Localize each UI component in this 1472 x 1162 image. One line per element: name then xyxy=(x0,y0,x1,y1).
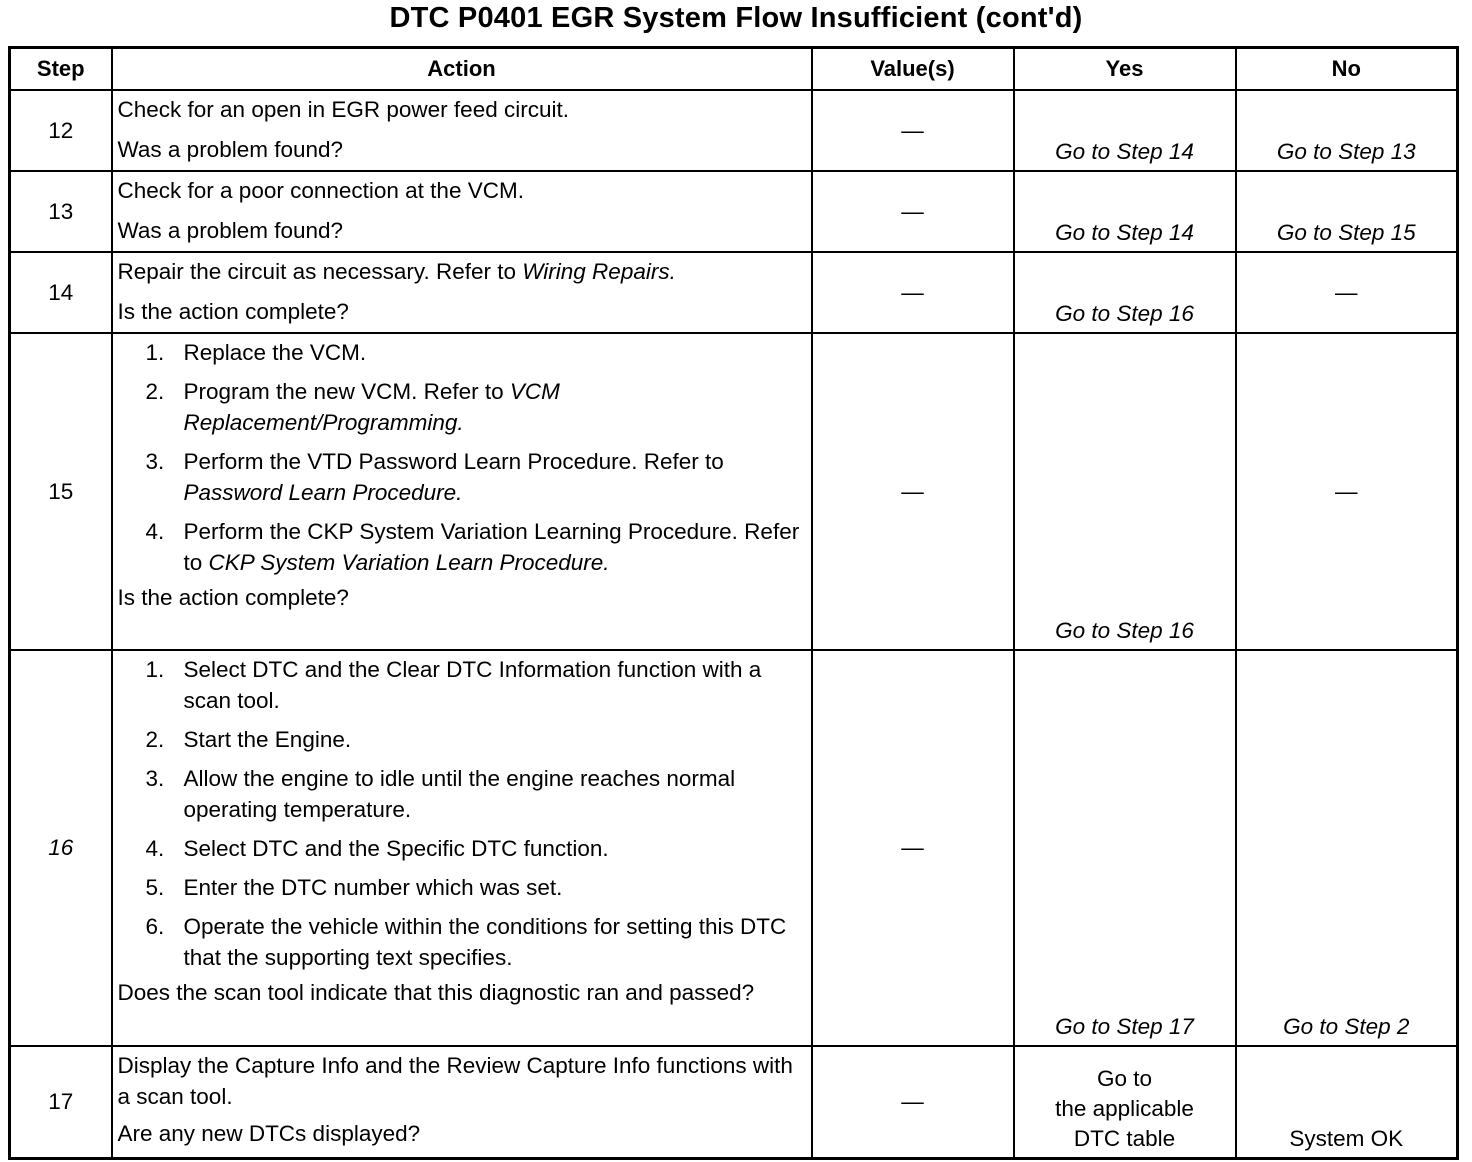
step-number: 16 xyxy=(10,650,112,1046)
action-question: Does the scan tool indicate that this diagnostic ran and passed? xyxy=(117,980,755,1005)
no-cell: — xyxy=(1236,252,1458,333)
step-number: 13 xyxy=(10,171,112,252)
value-cell: — xyxy=(812,333,1014,650)
action-text: Check for a poor connection at the VCM. xyxy=(117,178,524,203)
no-cell: Go to Step 2 xyxy=(1236,650,1458,1046)
header-step: Step xyxy=(10,48,112,91)
list-item: 1. Replace the VCM. xyxy=(145,340,367,365)
list-item: 4. Select DTC and the Specific DTC function. xyxy=(145,836,609,861)
action-cell xyxy=(112,650,812,1046)
value-cell: — xyxy=(812,1046,1014,1158)
table-row-step-13 xyxy=(10,171,1458,252)
header-yes: Yes xyxy=(1014,48,1236,91)
table-row-step-14 xyxy=(10,252,1458,333)
list-item: 6. Operate the vehicle within the conditions for setting this DTC that the supporting text specifies. xyxy=(145,914,787,970)
yes-cell: Go to the applicable DTC table xyxy=(1014,1046,1236,1158)
action-text: Display the Capture Info and the Review Capture Info functions with a scan tool. xyxy=(117,1053,793,1109)
action-cell xyxy=(112,90,812,171)
action-text: Check for an open in EGR power feed circuit. xyxy=(117,97,569,122)
page-title: DTC P0401 EGR System Flow Insufficient (cont'd) xyxy=(389,2,1083,34)
table-row-step-17 xyxy=(10,1046,1458,1158)
yes-cell: Go to Step 16 xyxy=(1014,252,1236,333)
list-item: 4. Perform the CKP System Variation Learning Procedure. Refer to CKP System Variation Learn Procedure. xyxy=(145,519,800,575)
header-row xyxy=(10,48,1458,91)
header-action: Action xyxy=(112,48,812,91)
value-cell: — xyxy=(812,90,1014,171)
action-question: Is the action complete? xyxy=(117,585,349,610)
action-cell xyxy=(112,171,812,252)
list-item: 3. Perform the VTD Password Learn Procedure. Refer to Password Learn Procedure. xyxy=(145,449,724,505)
list-item: 1. Select DTC and the Clear DTC Information function with a scan tool. xyxy=(145,657,762,713)
procedure-list xyxy=(118,337,807,578)
action-cell xyxy=(112,252,812,333)
action-cell xyxy=(112,333,812,650)
diagnostic-table xyxy=(8,46,1459,1160)
no-cell: Go to Step 13 xyxy=(1236,90,1458,171)
action-cell xyxy=(112,1046,812,1158)
action-question: Is the action complete? xyxy=(117,299,349,324)
yes-cell: Go to Step 16 xyxy=(1014,333,1236,650)
yes-cell: Go to Step 17 xyxy=(1014,650,1236,1046)
value-cell: — xyxy=(812,650,1014,1046)
list-item: 2. Start the Engine. xyxy=(145,727,352,752)
reference-link: VCM Replacement/Programming. xyxy=(183,379,560,435)
procedure-list xyxy=(118,654,807,973)
yes-cell: Go to Step 14 xyxy=(1014,171,1236,252)
step-number: 17 xyxy=(10,1046,112,1158)
value-cell: — xyxy=(812,171,1014,252)
step-number: 14 xyxy=(10,252,112,333)
header-values: Value(s) xyxy=(812,48,1014,91)
no-cell: Go to Step 15 xyxy=(1236,171,1458,252)
list-item: 3. Allow the engine to idle until the engine reaches normal operating temperature. xyxy=(145,766,736,822)
no-cell: — xyxy=(1236,333,1458,650)
no-cell: System OK xyxy=(1236,1046,1458,1158)
action-text: Repair the circuit as necessary. Refer to Wiring Repairs. xyxy=(117,259,676,284)
action-question: Are any new DTCs displayed? xyxy=(117,1121,421,1146)
table-row-step-15 xyxy=(10,333,1458,650)
yes-cell: Go to Step 14 xyxy=(1014,90,1236,171)
list-item: 5. Enter the DTC number which was set. xyxy=(145,875,563,900)
header-no: No xyxy=(1236,48,1458,91)
value-cell: — xyxy=(812,252,1014,333)
table-row-step-12 xyxy=(10,90,1458,171)
reference-link: Password Learn Procedure. xyxy=(183,480,463,505)
step-number: 15 xyxy=(10,333,112,650)
reference-link: CKP System Variation Learn Procedure. xyxy=(208,550,610,575)
action-question: Was a problem found? xyxy=(117,137,344,162)
reference-link: Wiring Repairs. xyxy=(522,259,676,284)
list-item: 2. Program the new VCM. Refer to VCM Replacement/Programming. xyxy=(145,379,560,435)
action-question: Was a problem found? xyxy=(117,218,344,243)
step-number: 12 xyxy=(10,90,112,171)
table-row-step-16 xyxy=(10,650,1458,1046)
